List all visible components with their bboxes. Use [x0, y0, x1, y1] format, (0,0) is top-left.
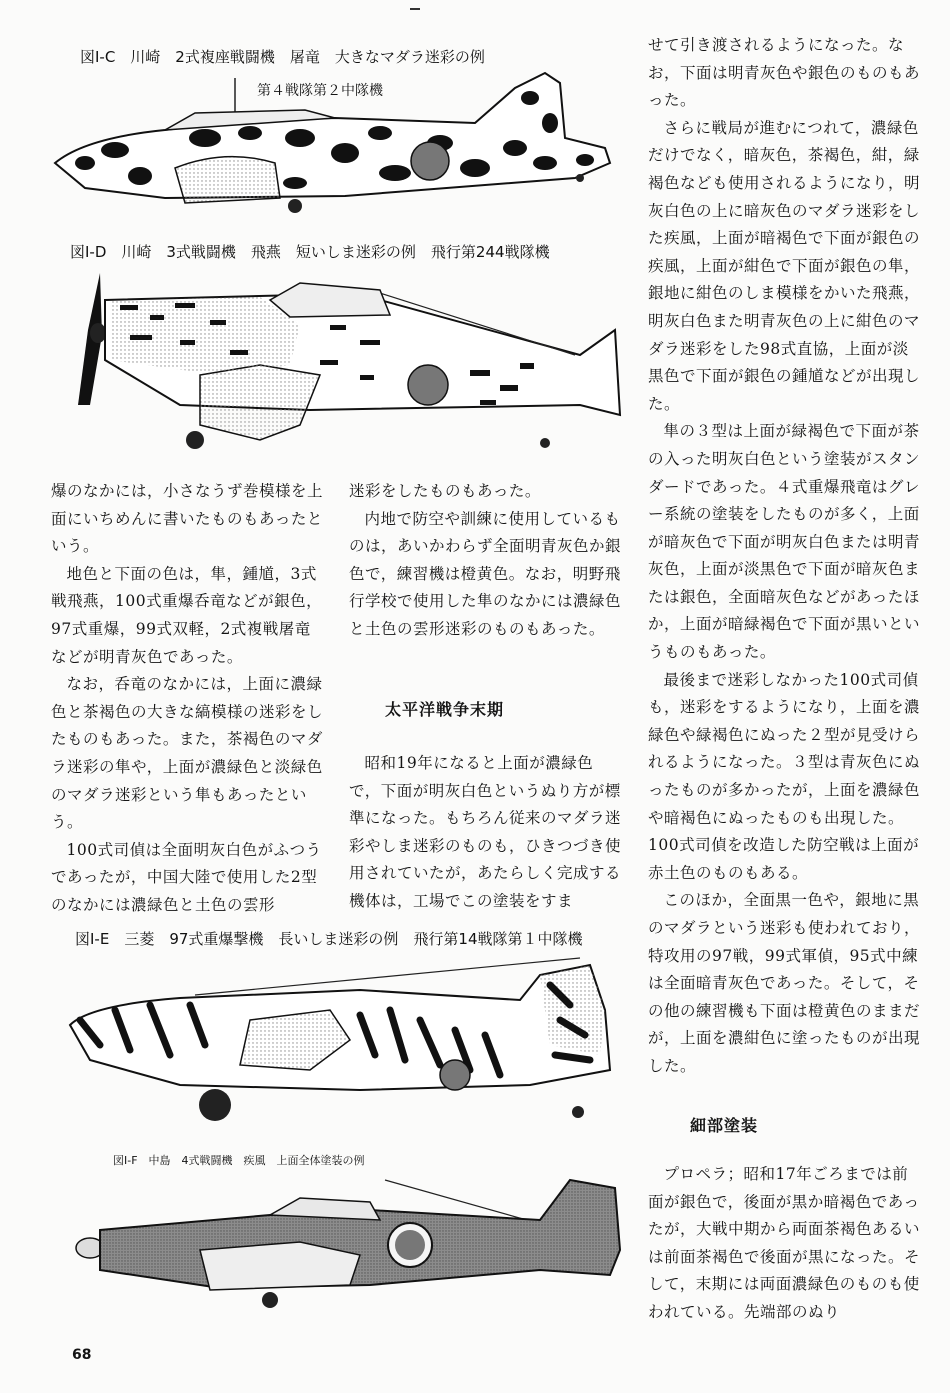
aircraft-illustration-ki21 — [60, 950, 620, 1130]
left-paragraph-4: 100式司偵は全面明灰白色がふつうであったが，中国大陸で使用した2型のなかには濃緑色と土色の雲形 — [51, 840, 322, 914]
details-section-text — [648, 1161, 920, 1327]
middle-paragraph-1: 迷彩をしたものもあった。 — [349, 482, 541, 500]
unit-label-c: 第４戦隊第２中隊機 — [257, 83, 383, 99]
middle-column-text — [349, 478, 621, 644]
left-paragraph-3: なお，呑竜のなかには，上面に濃緑色と茶褐色の大きな縞模様の迷彩をしたものもあった。また，茶褐色のマダラ迷彩の隼や，上面が濃緑色と淡緑色のマダラ迷彩という隼もあったという。 — [51, 675, 324, 832]
right-paragraph-2: さらに戦局が進むにつれて，濃緑色だけでなく，暗灰色，茶褐色，紺，緑褐色なども使用されるようになり，明灰白色の上に暗灰色のマダラ迷彩をした疾風，上面が暗褐色で下面が銀色の疾風，上面が紺色で下面が銀色の隼，銀地に紺色のしま模様をかいた飛燕，明灰白色また明青灰色の上に紺色のマダラ迷彩をした98式直協，上面が淡黒色で下面が銀色の鍾馗などが出現した。 — [648, 118, 921, 413]
figure-caption-d: 図Ⅰ-D 川崎 3式戦闘機 飛燕 短いしま迷彩の例 飛行第244戦隊機 — [70, 243, 550, 261]
aircraft-illustration-toryu — [45, 68, 615, 218]
left-paragraph-1: 爆のなかには，小さなうず巻模様を上面にいちめんに書いたものもあったという。 — [51, 482, 324, 556]
right-paragraph-4: 最後まで迷彩しなかった100式司偵も，迷彩をするようになり，上面を濃緑色や緑褐色にぬった２型が見受けられるようになった。３型は青灰色にぬったものが多かったが，上面を濃緑色や暗褐色にぬったものも出現した。100式司偵を改造した防空戦は上面が赤土色のものもある。 — [648, 670, 921, 882]
pacific-section-text — [349, 750, 621, 916]
registration-mark — [410, 8, 420, 10]
middle-paragraph-2: 内地で防空や訓練に使用しているものは，あいかわらず全面明青灰色か銀色で，練習機は橙黄色。なお，明野飛行学校で使用した隼のなかには濃緑色と土色の雲形迷彩のものもあった。 — [349, 509, 622, 638]
right-paragraph-1: せて引き渡されるようになった。なお，下面は明青灰色や銀色のものもあった。 — [648, 36, 921, 110]
figure-caption-f: 図Ⅰ-F 中島 4式戦闘機 疾風 上面全体塗装の例 — [113, 1154, 365, 1167]
page-number: 68 — [72, 1347, 92, 1363]
aircraft-illustration-hayate — [70, 1170, 630, 1315]
figure-caption-e: 図Ⅰ-E 三菱 97式重爆撃機 長いしま迷彩の例 飛行第14戦隊第１中隊機 — [75, 930, 583, 948]
right-column-text — [648, 32, 920, 1081]
left-paragraph-2: 地色と下面の色は，隼，鍾馗，3式戦飛燕，100式重爆呑竜などが銀色，97式重爆，99式双軽，2式複戦屠竜などが明青灰色であった。 — [51, 564, 323, 666]
figure-caption-c: 図Ⅰ-C 川崎 2式複座戦闘機 屠竜 大きなマダラ迷彩の例 — [80, 48, 485, 66]
aircraft-illustration-hien — [60, 265, 630, 460]
right-paragraph-5: このほか，全面黒一色や，銀地に黒のマダラという迷彩も使われており，特攻用の97戦，99式軍偵，95式中練は全面暗青灰色であった。そして，その他の練習機も下面は橙黄色のままだが，上面を濃紺色に塗ったものが出現した。 — [648, 891, 921, 1075]
pacific-paragraph-1: 昭和19年になると上面が濃緑色で，下面が明灰白色というぬり方が標準になった。もちろん従来のマダラ迷彩やしま迷彩のものも，ひきつづき使用されていたが，あたらしく完成する機体は，工場でこの塗装をすま — [349, 754, 622, 910]
left-column-text — [51, 478, 323, 920]
section-heading-details: 細部塗装 — [690, 1116, 759, 1135]
details-paragraph-1: プロペラ；昭和17年ごろまでは前面が銀色で，後面が黒か暗褐色であったが，大戦中期から両面茶褐色あるいは前面茶褐色で後面が黒になった。そして，末期には両面濃緑色のものも使われている。先端部のぬり — [648, 1165, 921, 1321]
right-paragraph-3: 隼の３型は上面が緑褐色で下面が茶の入った明灰白色という塗装がスタンダードであった。４式重爆飛竜はグレー系統の塗装をしたものが多く，上面が暗灰色で下面が明灰白色または明青灰色，上面が淡黒色で下面が暗灰色または銀色，全面暗灰色などがあったほか，上面が暗緑褐色で下面が黒いというものもあった。 — [648, 422, 921, 662]
section-heading-pacific: 太平洋戦争末期 — [385, 700, 505, 719]
